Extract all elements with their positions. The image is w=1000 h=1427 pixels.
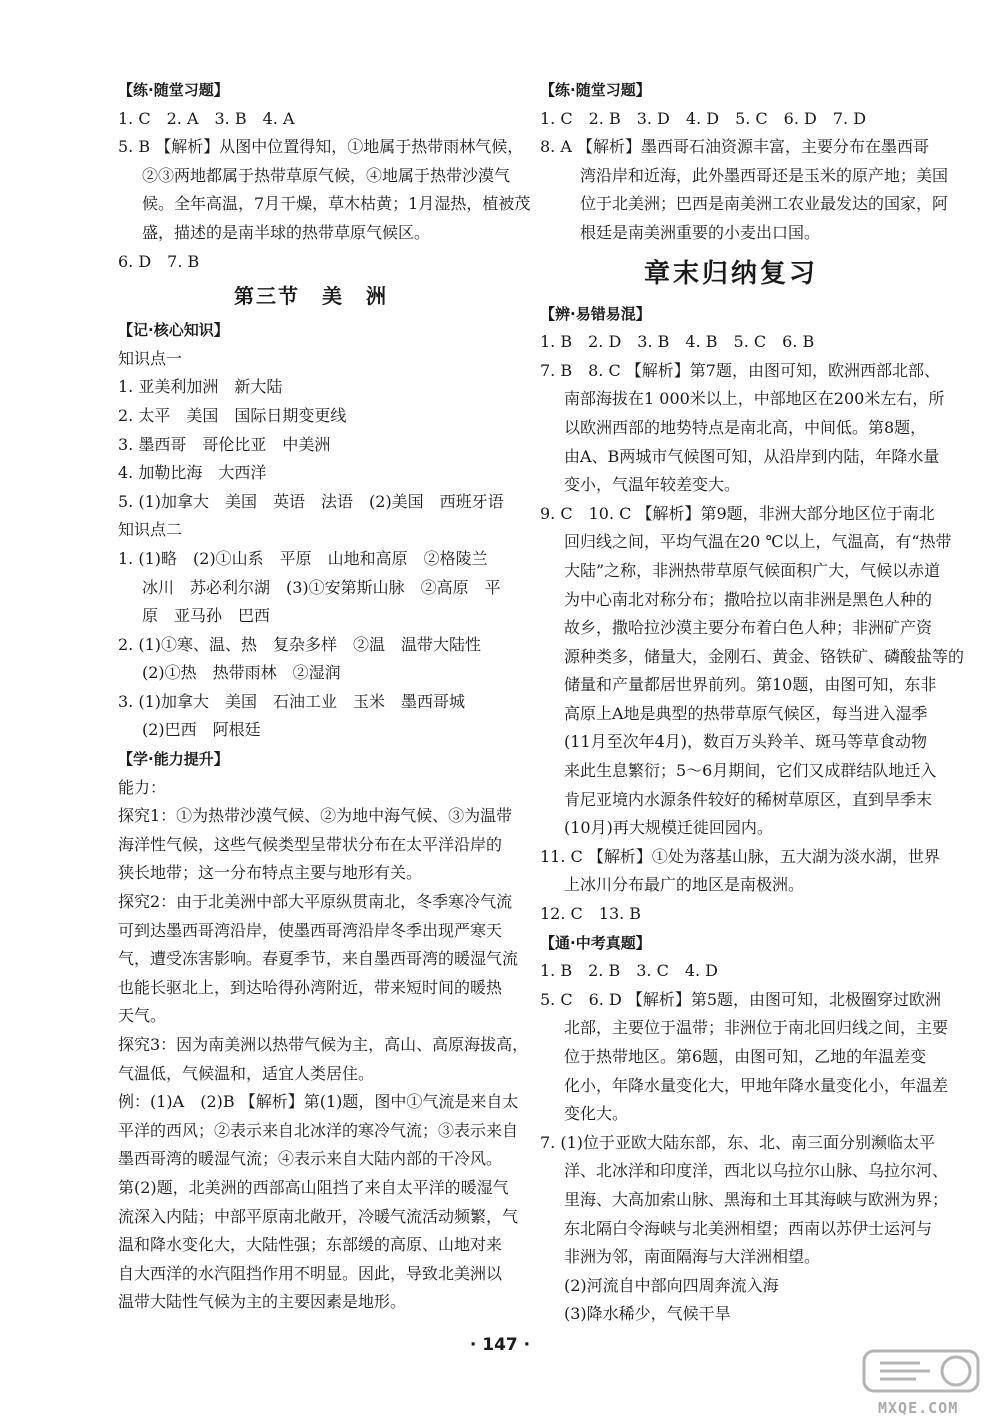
text-line: 大陆”之称，非洲热带草原气候面积广大，气候以赤道 bbox=[564, 560, 941, 580]
text-line: 7. B 8. C 【解析】第7题，由图可知，欧洲西部北部、 bbox=[540, 360, 940, 380]
section-heading: 【辨·易错易混】 bbox=[540, 304, 651, 323]
text-line: 探究2：由于北美洲中部大平原纵贯南北，冬季寒冷气流 bbox=[118, 892, 513, 912]
text-line: 位于北美洲；巴西是南美洲工农业最发达的国家，阿 bbox=[580, 194, 949, 214]
text-line: 候。全年高温，7月干燥，草木枯黄；1月湿热，植被茂 bbox=[142, 194, 531, 214]
chapter-title: 章末归纳复习 bbox=[643, 258, 818, 289]
text-line: 位于热带地区。第6题，由图可知，乙地的年温差变 bbox=[564, 1047, 927, 1066]
text-line: 11. C 【解析】①处为落基山脉，五大湖为淡水湖，世界 bbox=[540, 846, 940, 866]
text-line: 也能长驱北上，到达哈得孙湾附近，带来短时间的暖热 bbox=[118, 977, 503, 997]
text-line: (2)河流自中部向四周奔流入海 bbox=[564, 1275, 779, 1295]
text-line: 南部海拔在1 000米以上，中部地区在200米左右，所 bbox=[564, 389, 945, 409]
text-line: 温带大陆性气候为主的主要因素是地形。 bbox=[118, 1292, 407, 1312]
text-line: 海洋性气候，这些气候类型呈带状分布在太平洋沿岸的 bbox=[118, 834, 503, 854]
text-line: 1. B 2. B 3. C 4. D bbox=[540, 961, 718, 981]
section-heading: 【通·中考真题】 bbox=[540, 933, 651, 952]
text-line: 自大西洋的水汽阻挡作用不明显。因此，导致北美洲以 bbox=[118, 1263, 503, 1283]
text-line: 冰川 苏必利尔湖 (3)①安第斯山脉 ②高原 平 bbox=[142, 577, 501, 597]
text-line: (2)①热 热带雨林 ②湿润 bbox=[142, 663, 341, 683]
text-line: 4. 加勒比海 大西洋 bbox=[118, 463, 267, 483]
text-line: 里海、大高加索山脉、黑海和土耳其海峡与欧洲为界； bbox=[564, 1189, 949, 1209]
text-line: 知识点一 bbox=[118, 348, 183, 368]
text-line: 5. (1)加拿大 美国 英语 法语 (2)美国 西班牙语 bbox=[118, 491, 504, 511]
section-heading: 【学·能力提升】 bbox=[118, 750, 229, 769]
text-line: 可到达墨西哥湾沿岸，使墨西哥湾沿岸冬季出现严寒天 bbox=[118, 920, 503, 940]
text-line: 北部，主要位于温带；非洲位于南北回归线之间，主要 bbox=[564, 1018, 949, 1038]
text-line: 9. C 10. C 【解析】第9题，非洲大部分地区位于南北 bbox=[540, 503, 935, 523]
page-number: · 147 · bbox=[469, 1335, 531, 1355]
text-line: 第(2)题，北美洲的西部高山阻挡了来自太平洋的暖湿气 bbox=[118, 1177, 509, 1197]
text-line: 非洲为邻，南面隔海与大洋洲相望。 bbox=[564, 1247, 821, 1267]
text-line: 8. A 【解析】墨西哥石油资源丰富，主要分布在墨西哥 bbox=[540, 137, 929, 157]
text-line: 由A、B两城市气候图可知，从沿岸到内陆，年降水量 bbox=[564, 446, 940, 466]
text-line: 根廷是南美洲重要的小麦出口国。 bbox=[580, 222, 821, 242]
text-line: 3. 墨西哥 哥伦比亚 中美洲 bbox=[118, 434, 331, 454]
text-line: 3. (1)加拿大 美国 石油工业 玉米 墨西哥城 bbox=[118, 691, 466, 711]
text-line: 原 亚马孙 巴西 bbox=[142, 606, 271, 626]
text-line: 1. (1)略 (2)①山系 平原 山地和高原 ②格陵兰 bbox=[118, 548, 488, 568]
text-line: 1. B 2. D 3. B 4. B 5. C 6. B bbox=[540, 332, 815, 352]
text-line: 为中心南北对称分布；撒哈拉以南非洲是黑色人种的 bbox=[564, 589, 933, 609]
text-line: 12. C 13. B bbox=[540, 904, 642, 924]
text-line: 气温低，气候温和，适宜人类居住。 bbox=[118, 1063, 375, 1083]
section-heading: 【记·核心知识】 bbox=[118, 321, 229, 340]
text-line: 狭长地带；这一分布特点主要与地形有关。 bbox=[118, 863, 423, 883]
watermark-stamp-icon bbox=[856, 1345, 986, 1397]
left-column bbox=[118, 76, 531, 1317]
text-line: 来此生息繁衍；5～6月期间，它们又成群结队地迁入 bbox=[564, 761, 937, 781]
text-line: 能力： bbox=[118, 777, 167, 797]
text-line: 流深入内陆；中部平原南北敞开，冷暖气流活动频繁，气 bbox=[118, 1206, 519, 1226]
text-line: 2. (1)①寒、温、热 复杂多样 ②温 温带大陆性 bbox=[118, 634, 482, 654]
right-column bbox=[540, 76, 965, 1329]
text-line: 回归线之间，平均气温在20 ℃以上，气温高，有“热带 bbox=[564, 532, 952, 552]
text-line: 变化大。 bbox=[564, 1104, 629, 1124]
text-line: 墨西哥湾的暖湿气流；④表示来自大陆内部的干冷风。 bbox=[118, 1149, 503, 1169]
text-line: 知识点二 bbox=[118, 520, 183, 540]
text-line: 1. 亚美利加洲 新大陆 bbox=[118, 377, 283, 397]
watermark-text: MXQE.COM bbox=[878, 1399, 959, 1417]
text-line: 气，遭受冻害影响。春夏季节，来自墨西哥湾的暖湿气流 bbox=[118, 949, 519, 969]
text-line: 5. B 【解析】从图中位置得知，①地属于热带雨林气候， bbox=[118, 137, 524, 157]
text-line: 以欧洲西部的地势特点是南北高，中间低。第8题， bbox=[564, 417, 927, 437]
text-line: 源种类多，储量大，金刚石、黄金、铬铁矿、磷酸盐等的 bbox=[564, 646, 965, 666]
text-line: 化小，年降水量变化大，甲地年降水量变化小，年温差 bbox=[564, 1075, 949, 1095]
text-line: 6. D 7. B bbox=[118, 251, 200, 271]
text-line: 平洋的西风；②表示来自北冰洋的寒冷气流；③表示来自 bbox=[118, 1120, 519, 1140]
text-line: 探究3：因为南美洲以热带气候为主，高山、高原海拔高， bbox=[118, 1035, 529, 1054]
text-line: 储量和产量都居世界前列。第10题，由图可知，东非 bbox=[564, 675, 937, 695]
text-line: 肯尼亚境内水源条件较好的稀树草原区，直到旱季末 bbox=[564, 789, 933, 809]
text-line: 1. C 2. A 3. B 4. A bbox=[118, 108, 295, 128]
text-line: (11月至次年4月)，数百万头羚羊、斑马等草食动物 bbox=[564, 732, 928, 752]
text-line: 2. 太平 美国 国际日期变更线 bbox=[118, 405, 347, 425]
text-line: (3)降水稀少，气候干旱 bbox=[564, 1304, 731, 1324]
text-line: ②③两地都属于热带草原气候，④地属于热带沙漠气 bbox=[142, 165, 511, 185]
text-line: 故乡，撒哈拉沙漠主要分布着白色人种；非洲矿产资 bbox=[564, 618, 933, 638]
text-line: (2)巴西 阿根廷 bbox=[142, 720, 261, 740]
text-line: 盛，描述的是南半球的热带草原气候区。 bbox=[142, 222, 431, 242]
text-line: 5. C 6. D 【解析】第5题，由图可知，北极圈穿过欧洲 bbox=[540, 989, 942, 1009]
text-line: (10月)再大规模迁徙回园内。 bbox=[564, 818, 773, 838]
section-title: 第三节 美 洲 bbox=[234, 284, 388, 309]
text-line: 天气。 bbox=[118, 1006, 167, 1026]
text-line: 探究1：①为热带沙漠气候、②为地中海气候、③为温带 bbox=[118, 806, 513, 826]
text-line: 湾沿岸和近海，此外墨西哥还是玉米的原产地；美国 bbox=[580, 165, 949, 185]
text-line: 上冰川分布最广的地区是南极洲。 bbox=[564, 875, 805, 895]
text-line: 高原上A地是典型的热带草原气候区，每当进入湿季 bbox=[564, 703, 928, 723]
text-line: 7. (1)位于亚欧大陆东部，东、北、南三面分别濒临太平 bbox=[540, 1132, 936, 1152]
text-line: 变小，气温年较差变大。 bbox=[564, 475, 741, 495]
watermark-logo bbox=[856, 1345, 986, 1417]
section-heading: 【练·随堂习题】 bbox=[118, 81, 229, 99]
text-line: 洋、北冰洋和印度洋，西北以乌拉尔山脉、乌拉尔河、 bbox=[564, 1161, 949, 1181]
section-heading: 【练·随堂习题】 bbox=[540, 81, 651, 99]
text-line: 例：(1)A (2)B 【解析】第(1)题，图中①气流是来自太 bbox=[118, 1092, 519, 1112]
text-line: 1. C 2. B 3. D 4. D 5. C 6. D 7. D bbox=[540, 108, 867, 128]
text-line: 温和降水变化大，大陆性强；东部缓的高原、山地对来 bbox=[118, 1235, 503, 1255]
text-line: 东北隔白令海峡与北美洲相望；西南以苏伊士运河与 bbox=[564, 1218, 933, 1238]
